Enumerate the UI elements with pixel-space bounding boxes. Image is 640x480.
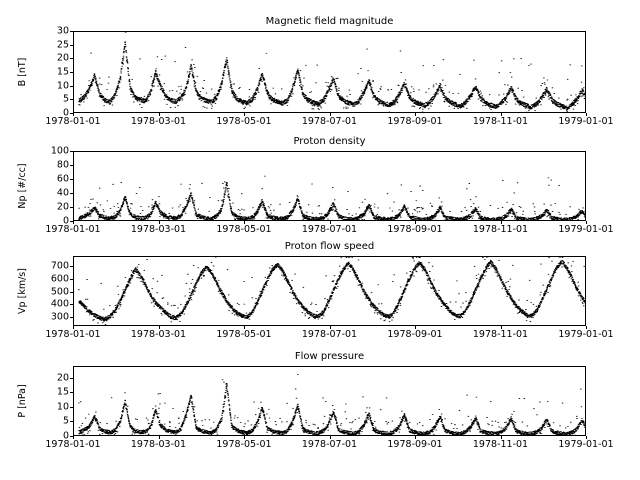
x-tick-mark	[244, 436, 245, 439]
chart-title-3: Proton flow speed	[284, 241, 375, 252]
x-tick-mark	[159, 113, 160, 116]
x-tick-mark	[159, 221, 160, 224]
y-tick-label: 25	[56, 38, 69, 50]
plot-area-4	[73, 366, 586, 436]
x-tick-mark	[159, 436, 160, 439]
y-tick-label: 80	[56, 159, 69, 171]
y-tick-label: 600	[50, 273, 69, 285]
x-tick-mark	[415, 436, 416, 439]
y-tick-label: 5	[62, 93, 69, 105]
x-tick-mark	[330, 113, 331, 116]
scatter-series-4	[74, 367, 586, 436]
y-tick-label: 20	[56, 201, 69, 213]
chart-panel-3	[17, 241, 614, 340]
plot-area-2	[73, 151, 586, 221]
y-tick-label: 700	[50, 260, 69, 272]
x-tick-label: 1978-11-01	[472, 224, 529, 235]
scatter-series-3	[74, 257, 586, 326]
x-tick-label: 1978-05-01	[216, 329, 272, 340]
x-tick-mark	[73, 221, 74, 224]
y-axis-label-1: B [nT]	[17, 57, 28, 87]
y-tick-mark	[70, 58, 73, 59]
x-tick-mark	[501, 326, 502, 329]
x-tick-label: 1978-07-01	[301, 439, 358, 450]
y-tick-mark	[70, 99, 73, 100]
x-tick-label: 1978-03-01	[130, 224, 187, 235]
x-tick-label: 1978-03-01	[130, 439, 187, 450]
x-tick-mark	[244, 326, 245, 329]
x-tick-mark	[330, 436, 331, 439]
y-tick-mark	[70, 392, 73, 393]
y-tick-mark	[70, 72, 73, 73]
y-tick-mark	[70, 31, 73, 32]
x-tick-label: 1978-09-01	[387, 224, 443, 235]
x-tick-label: 1979-01-01	[558, 116, 614, 127]
x-tick-mark	[501, 113, 502, 116]
x-tick-mark	[415, 221, 416, 224]
x-tick-label: 1978-05-01	[216, 224, 272, 235]
y-axis-label-2: Np [#/cc]	[17, 163, 28, 209]
y-axis-label-3: Vp [km/s]	[17, 268, 28, 314]
x-tick-mark	[415, 326, 416, 329]
y-tick-label: 400	[50, 298, 69, 310]
x-tick-mark	[586, 326, 587, 329]
y-tick-mark	[70, 266, 73, 267]
x-tick-label: 1978-07-01	[301, 116, 358, 127]
y-tick-label: 40	[56, 187, 69, 199]
y-tick-mark	[70, 292, 73, 293]
y-axis-label-4: P [nPa]	[17, 384, 28, 418]
y-tick-mark	[70, 179, 73, 180]
x-tick-mark	[330, 326, 331, 329]
x-tick-label: 1979-01-01	[558, 439, 614, 450]
y-tick-label: 60	[56, 173, 69, 185]
y-tick-label: 100	[50, 145, 69, 157]
chart-title-2: Proton density	[293, 136, 366, 147]
plot-area-3	[73, 256, 586, 326]
x-tick-label: 1978-03-01	[130, 329, 187, 340]
x-tick-label: 1979-01-01	[558, 224, 614, 235]
scatter-series-2	[74, 152, 586, 221]
chart-panel-4	[17, 351, 614, 450]
y-tick-mark	[70, 207, 73, 208]
x-tick-mark	[501, 221, 502, 224]
y-tick-mark	[70, 304, 73, 305]
x-tick-label: 1978-07-01	[301, 224, 358, 235]
y-tick-label: 0	[62, 215, 69, 227]
y-tick-label: 300	[50, 311, 69, 323]
x-tick-mark	[586, 436, 587, 439]
y-tick-mark	[70, 165, 73, 166]
x-tick-mark	[586, 221, 587, 224]
y-tick-mark	[70, 86, 73, 87]
x-tick-label: 1978-09-01	[387, 329, 443, 340]
x-tick-label: 1978-11-01	[472, 329, 529, 340]
y-tick-label: 10	[56, 79, 69, 91]
x-tick-label: 1978-01-01	[45, 439, 101, 450]
x-tick-label: 1978-11-01	[472, 116, 529, 127]
x-tick-label: 1978-03-01	[130, 116, 187, 127]
x-tick-mark	[73, 113, 74, 116]
x-tick-label: 1978-07-01	[301, 329, 358, 340]
y-tick-label: 5	[62, 415, 69, 427]
x-tick-mark	[244, 221, 245, 224]
chart-title-4: Flow pressure	[294, 351, 365, 362]
x-tick-mark	[330, 221, 331, 224]
x-tick-mark	[244, 113, 245, 116]
x-tick-label: 1978-01-01	[45, 224, 101, 235]
x-tick-label: 1978-05-01	[216, 439, 272, 450]
chart-title-1: Magnetic field magnitude	[265, 16, 394, 27]
y-tick-label: 10	[56, 401, 69, 413]
x-tick-label: 1979-01-01	[558, 329, 614, 340]
x-tick-label: 1978-11-01	[472, 439, 529, 450]
x-tick-label: 1978-09-01	[387, 439, 443, 450]
y-tick-label: 15	[56, 386, 69, 398]
y-tick-mark	[70, 151, 73, 152]
chart-panel-2	[17, 136, 614, 235]
y-tick-label: 20	[56, 371, 69, 383]
x-tick-mark	[501, 436, 502, 439]
y-tick-mark	[70, 378, 73, 379]
x-tick-mark	[586, 113, 587, 116]
x-tick-mark	[73, 436, 74, 439]
y-tick-label: 15	[56, 66, 69, 78]
x-tick-label: 1978-01-01	[45, 116, 101, 127]
y-tick-mark	[70, 407, 73, 408]
y-tick-mark	[70, 45, 73, 46]
x-tick-label: 1978-09-01	[387, 116, 443, 127]
y-tick-mark	[70, 317, 73, 318]
x-tick-mark	[159, 326, 160, 329]
scatter-series-1	[74, 32, 586, 113]
y-tick-label: 500	[50, 285, 69, 297]
y-tick-mark	[70, 193, 73, 194]
y-tick-mark	[70, 421, 73, 422]
y-tick-mark	[70, 279, 73, 280]
chart-panel-1	[17, 16, 614, 127]
x-tick-label: 1978-05-01	[216, 116, 272, 127]
plot-area-1	[73, 31, 586, 113]
x-tick-mark	[415, 113, 416, 116]
x-tick-mark	[73, 326, 74, 329]
y-tick-label: 20	[56, 52, 69, 64]
y-tick-label: 30	[56, 25, 69, 37]
x-tick-label: 1978-01-01	[45, 329, 101, 340]
y-tick-label: 0	[62, 430, 69, 442]
y-tick-label: 0	[62, 107, 69, 119]
